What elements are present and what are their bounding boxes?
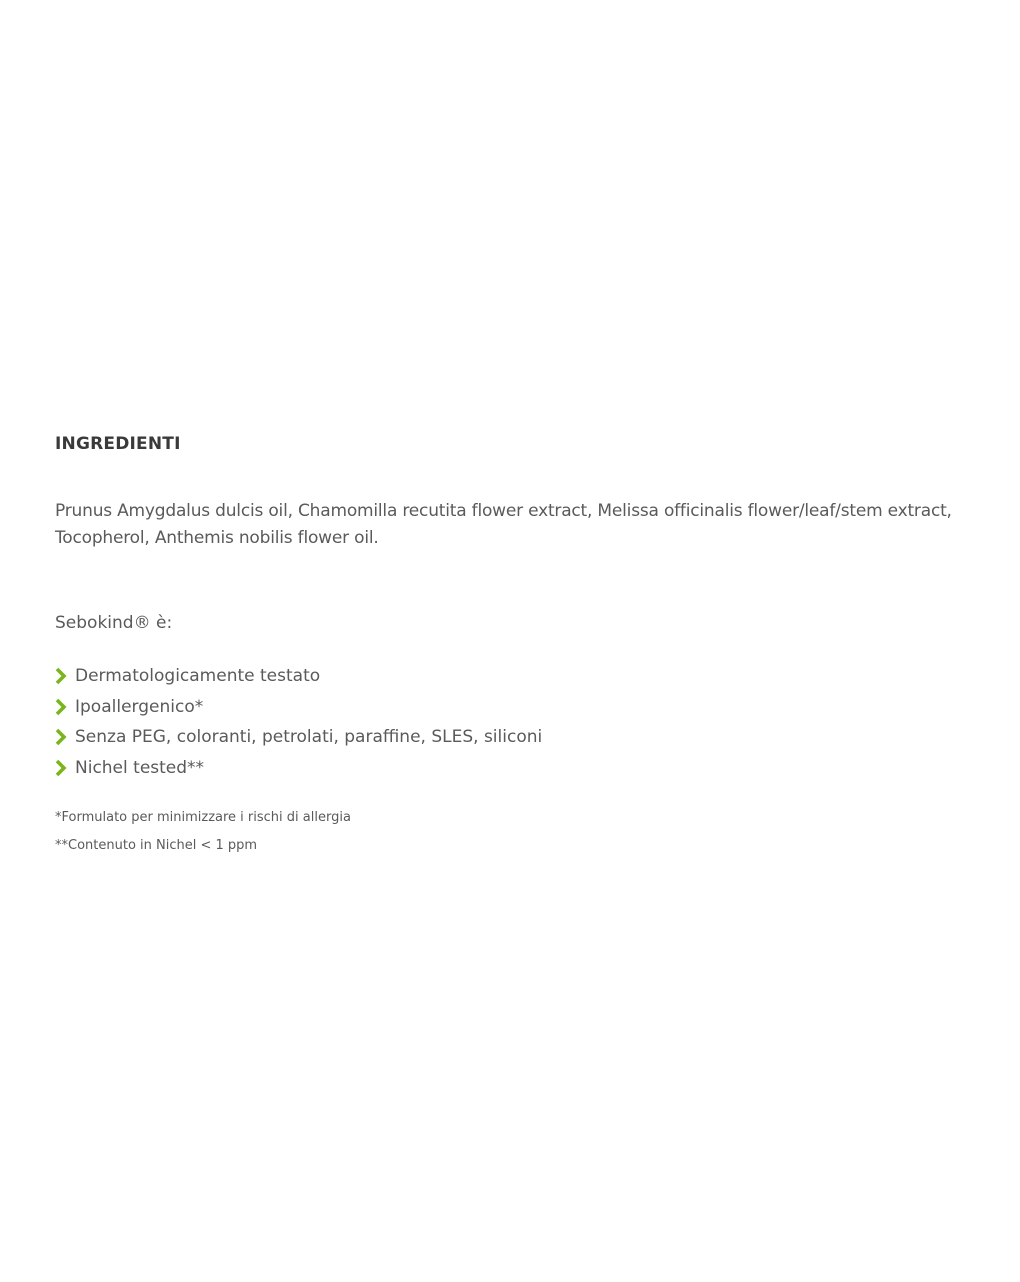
feature-label: Dermatologicamente testato [75, 666, 321, 687]
list-item [55, 722, 1000, 753]
chevron-right-icon [55, 728, 67, 746]
list-item [55, 692, 1000, 723]
ingredients-text: Prunus Amygdalus dulcis oil, Chamomilla recutita flower extract, Melissa officinalis flower/leaf/stem extract, Tocopherol, Anthemis nobilis flower oil. [55, 501, 952, 548]
feature-label: Ipoallergenico* [75, 696, 204, 717]
footnote-allergy: *Formulato per minimizzare i rischi di allergia [55, 810, 351, 825]
chevron-right-icon [55, 667, 67, 685]
chevron-right-icon [55, 698, 67, 716]
footnotes [55, 804, 1000, 860]
chevron-right-icon [55, 759, 67, 777]
list-item [55, 753, 1000, 784]
feature-label: Nichel tested** [75, 757, 205, 778]
footnote-nickel: **Contenuto in Nichel < 1 ppm [55, 838, 258, 853]
product-intro: Sebokind® è: [55, 613, 173, 633]
features-list [55, 661, 1000, 783]
feature-label: Senza PEG, coloranti, petrolati, paraffine, SLES, siliconi [75, 727, 543, 748]
ingredients-heading: INGREDIENTI [55, 434, 181, 454]
product-info-section [55, 430, 1000, 860]
list-item [55, 661, 1000, 692]
